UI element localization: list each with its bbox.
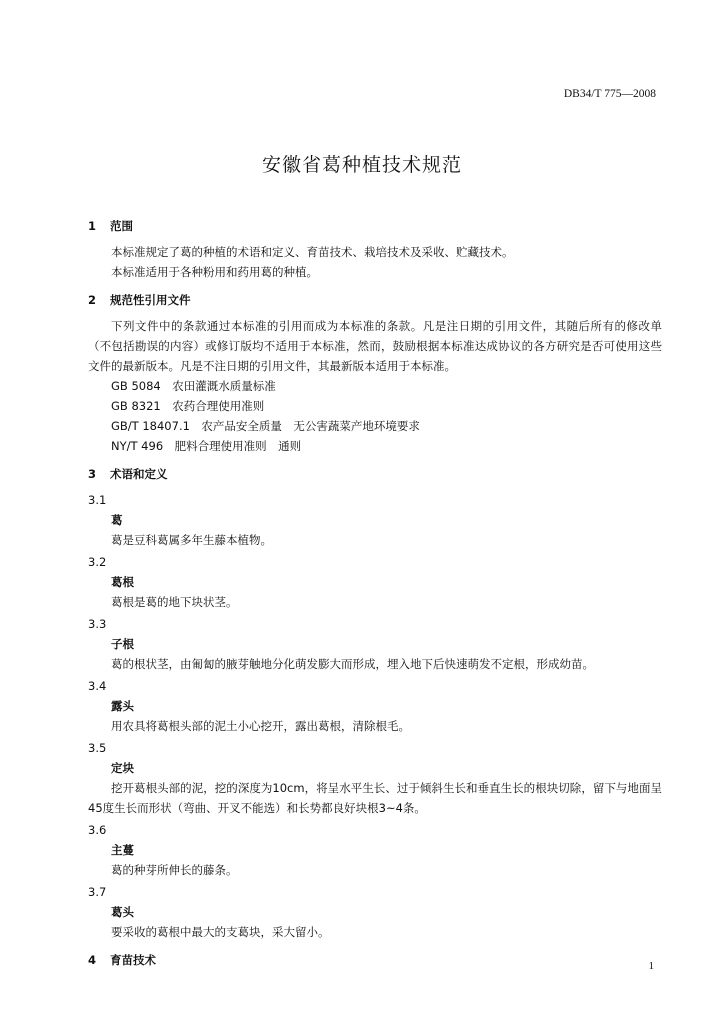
term: 定块 bbox=[111, 761, 134, 775]
section-title: 术语和定义 bbox=[110, 467, 168, 481]
paragraph: 下列文件中的条款通过本标准的引用而成为本标准的条款。凡是注日期的引用文件，其随后所有的修改单（不包括勘误的内容）或修订版均不适用于本标准，然而，鼓励根据本标准达成协议的各方研究是否可使用这些文件的最新版本。凡是不注日期的引用文件，其最新版本适用于本标准。 bbox=[88, 319, 662, 373]
section-title: 育苗技术 bbox=[110, 953, 157, 967]
standard-code: DB34/T 775—2008 bbox=[563, 88, 656, 100]
term: 露头 bbox=[111, 699, 134, 713]
term: 主蔓 bbox=[111, 843, 134, 857]
definition: 葛是豆科葛属多年生藤本植物。 bbox=[111, 533, 272, 547]
term: 葛头 bbox=[111, 905, 134, 919]
section-number: 1 bbox=[88, 219, 97, 233]
clause-number: 3.1 bbox=[88, 493, 107, 507]
section-heading-terms-and-definitions bbox=[88, 464, 662, 484]
definition: 葛的根状茎，由匍匐的腋芽触地分化萌发膨大而形成，埋入地下后快速萌发不定根，形成幼苗。 bbox=[111, 657, 594, 671]
section-heading-normative-references bbox=[88, 290, 662, 310]
paragraph: 本标准适用于各种粉用和药用葛的种植。 bbox=[111, 265, 318, 279]
reference-item: GB 5084 农田灌溉水质量标准 bbox=[111, 379, 276, 393]
section-number: 3 bbox=[88, 467, 97, 481]
section-number: 4 bbox=[88, 953, 97, 967]
reference-item: NY/T 496 肥料合理使用准则 通则 bbox=[111, 439, 302, 453]
section-title: 规范性引用文件 bbox=[110, 293, 191, 307]
section-title: 范围 bbox=[110, 219, 134, 233]
reference-item: GB 8321 农药合理使用准则 bbox=[111, 399, 265, 413]
document-body bbox=[88, 208, 662, 976]
clause-number: 3.5 bbox=[88, 741, 107, 755]
term: 葛 bbox=[111, 513, 123, 527]
definition: 葛根是葛的地下块状茎。 bbox=[111, 595, 238, 609]
definition: 挖开葛根头部的泥，挖的深度为10cm，将呈水平生长、过于倾斜生长和垂直生长的根块切除，留下与地面呈45度生长而形状（弯曲、开叉不能选）和长势都良好块根3~4条。 bbox=[88, 781, 662, 815]
clause-number: 3.2 bbox=[88, 555, 107, 569]
definition: 要采收的葛根中最大的支葛块，采大留小。 bbox=[111, 925, 330, 939]
section-heading-scope bbox=[88, 216, 662, 236]
page-number: 1 bbox=[648, 960, 654, 972]
definition: 葛的种芽所伸长的藤条。 bbox=[111, 863, 238, 877]
clause-number: 3.4 bbox=[88, 679, 107, 693]
document-title: 安徽省葛种植技术规范 bbox=[261, 154, 462, 176]
clause-number: 3.3 bbox=[88, 617, 107, 631]
paragraph: 本标准规定了葛的种植的术语和定义、育苗技术、栽培技术及采收、贮藏技术。 bbox=[111, 245, 514, 259]
term: 葛根 bbox=[111, 575, 134, 589]
term: 子根 bbox=[111, 637, 134, 651]
clause-number: 3.7 bbox=[88, 885, 107, 899]
section-heading-seedling-technique bbox=[88, 950, 662, 970]
clause-number: 3.6 bbox=[88, 823, 107, 837]
definition: 用农具将葛根头部的泥土小心挖开，露出葛根，清除根毛。 bbox=[111, 719, 410, 733]
reference-item: GB/T 18407.1 农产品安全质量 无公害蔬菜产地环境要求 bbox=[111, 419, 420, 433]
section-number: 2 bbox=[88, 293, 97, 307]
